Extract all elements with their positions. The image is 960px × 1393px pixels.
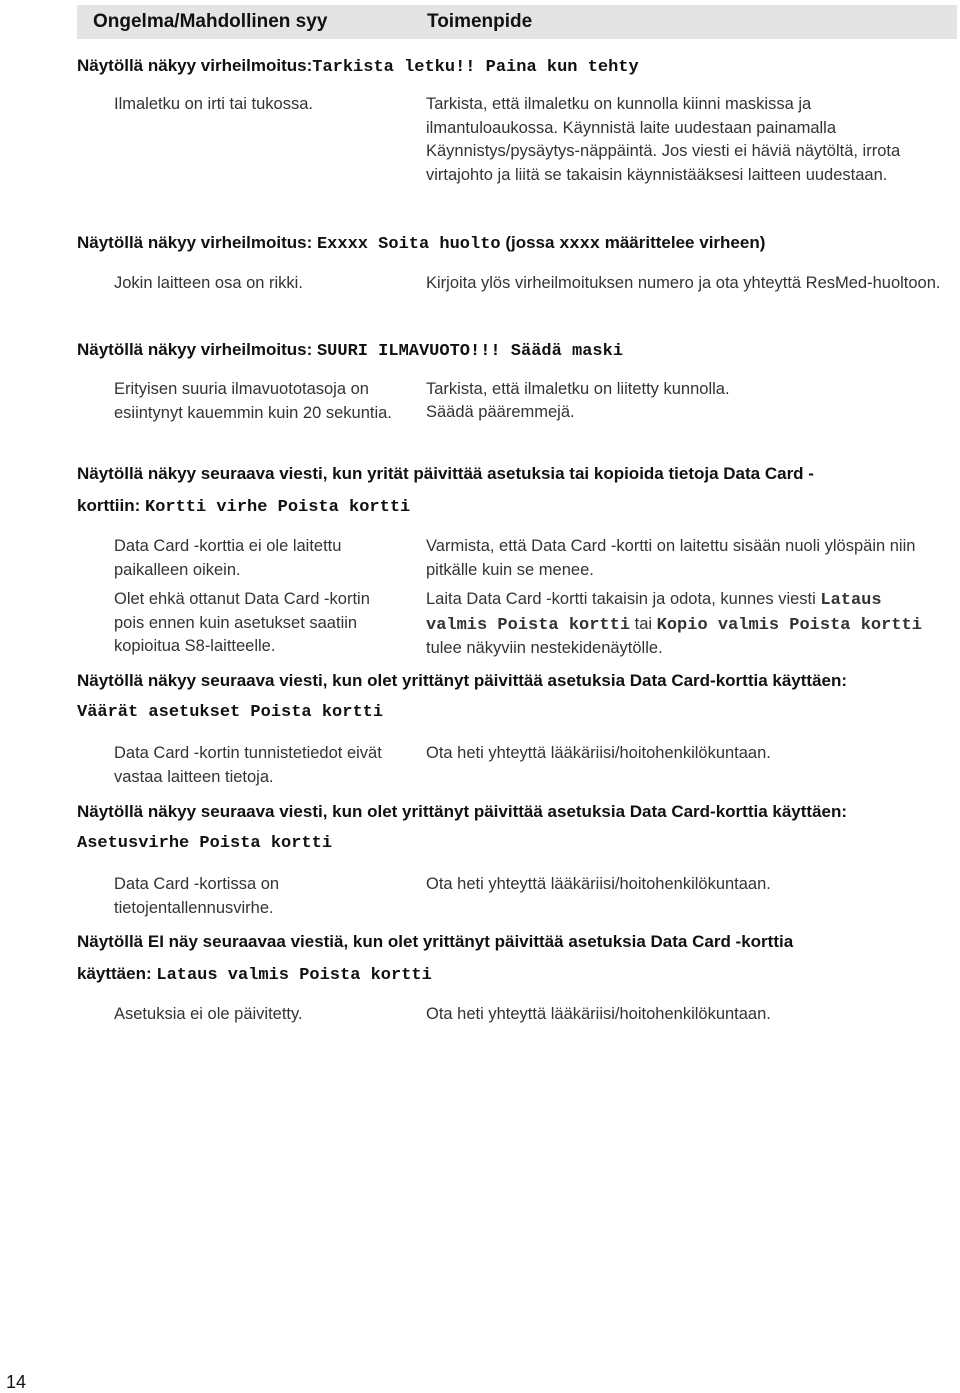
section-heading-call-service: Näytöllä näkyy virheilmoitus: Exxxx Soita huolto (jossa xxxx määrittelee virheen) bbox=[77, 233, 766, 254]
page-number: 14 bbox=[6, 1372, 27, 1392]
error-message-code: Lataus valmis Poista kortti bbox=[156, 966, 432, 985]
action-text-2: Laita Data Card -kortti takaisin ja odota, kunnes viesti Lataus valmis Poista kortti tai Kopio valmis Poista kortti tulee näkyviin nestekidenäytölle. bbox=[426, 590, 922, 657]
section-heading-card-error-line2: korttiin: Kortti virhe Poista kortti bbox=[77, 496, 411, 517]
cause-text-2: Olet ehkä ottanut Data Card -kortin pois ennen kuin asetukset saatiin kopioitua S8-laitteelle. bbox=[114, 590, 370, 655]
section-heading-no-message-line1: Näytöllä EI näy seuraavaa viestiä, kun olet yrittänyt päivittää asetuksia Data Card -korttia bbox=[77, 932, 794, 951]
cause-text: Ilmaletku on irti tai tukossa. bbox=[114, 95, 313, 113]
error-message-code: Väärät asetukset Poista kortti bbox=[77, 703, 384, 722]
header-action: Toimenpide bbox=[427, 11, 533, 32]
cause-text: Data Card -kortissa on tietojentallennusvirhe. bbox=[114, 875, 280, 917]
cause-text: Data Card -kortin tunnistetiedot eivät vastaa laitteen tietoja. bbox=[114, 744, 382, 786]
section-heading-large-leak: Näytöllä näkyy virheilmoitus: SUURI ILMAVUOTO!!! Säädä maski bbox=[77, 340, 624, 361]
error-message-code: Kortti virhe Poista kortti bbox=[145, 498, 411, 517]
action-text: Ota heti yhteyttä lääkäriisi/hoitohenkilökuntaan. bbox=[426, 744, 771, 762]
error-code-placeholder: xxxx bbox=[559, 235, 601, 254]
header-problem: Ongelma/Mahdollinen syy bbox=[93, 11, 328, 32]
message-code-copy-done: Kopio valmis Poista kortti bbox=[656, 615, 922, 635]
cause-text: Erityisen suuria ilmavuototasoja on esiintynyt kauemmin kuin 20 sekuntia. bbox=[114, 380, 392, 422]
action-text: Ota heti yhteyttä lääkäriisi/hoitohenkilökuntaan. bbox=[426, 1005, 771, 1023]
error-message-code: Exxxx Soita huolto bbox=[316, 235, 501, 254]
error-message-code: Asetusvirhe Poista kortti bbox=[77, 834, 333, 853]
cause-text: Jokin laitteen osa on rikki. bbox=[114, 274, 303, 292]
error-message-code: SUURI ILMAVUOTO!!! Säädä maski bbox=[316, 342, 624, 361]
section-heading-settings-error: Näytöllä näkyy seuraava viesti, kun olet yrittänyt päivittää asetuksia Data Card-korttia käyttäen: bbox=[77, 802, 848, 821]
message-code-load-done: Lataus valmis Poista kortti bbox=[426, 591, 882, 635]
action-text: Tarkista, että ilmaletku on kunnolla kiinni maskissa ja ilmantuloaukossa. Käynnistä laite uudestaan painamalla Käynnistys/pysäytys-näppäintä. Jos viesti ei häviä näytöltä, irrota virtajohto ja liitä se takaisin käynnistääksesi laitteen uudestaan. bbox=[426, 95, 901, 184]
table-header bbox=[77, 5, 957, 39]
cause-text: Asetuksia ei ole päivitetty. bbox=[114, 1005, 303, 1023]
action-text-1: Varmista, että Data Card -kortti on laitettu sisään nuoli ylöspäin niin pitkälle kuin se menee. bbox=[426, 537, 916, 579]
cause-text-1: Data Card -korttia ei ole laitettu paikalleen oikein. bbox=[114, 537, 342, 579]
section-heading-check-hose: Näytöllä näkyy virheilmoitus:Tarkista letku!! Paina kun tehty bbox=[77, 56, 639, 77]
action-text: Kirjoita ylös virheilmoituksen numero ja ota yhteyttä ResMed-huoltoon. bbox=[426, 274, 941, 292]
action-text: Ota heti yhteyttä lääkäriisi/hoitohenkilökuntaan. bbox=[426, 875, 771, 893]
error-message-code: Tarkista letku!! Paina kun tehty bbox=[312, 58, 639, 77]
action-text-1: Tarkista, että ilmaletku on liitetty kunnolla. bbox=[426, 380, 730, 398]
action-text-2: Säädä pääremmejä. bbox=[426, 403, 575, 421]
section-heading-card-error-line1: Näytöllä näkyy seuraava viesti, kun yrität päivittää asetuksia tai kopioida tietoja Data Card - bbox=[77, 464, 814, 483]
section-heading-no-message-line2: käyttäen: Lataus valmis Poista kortti bbox=[77, 964, 432, 985]
section-heading-wrong-settings: Näytöllä näkyy seuraava viesti, kun olet yrittänyt päivittää asetuksia Data Card-korttia käyttäen: bbox=[77, 671, 848, 690]
